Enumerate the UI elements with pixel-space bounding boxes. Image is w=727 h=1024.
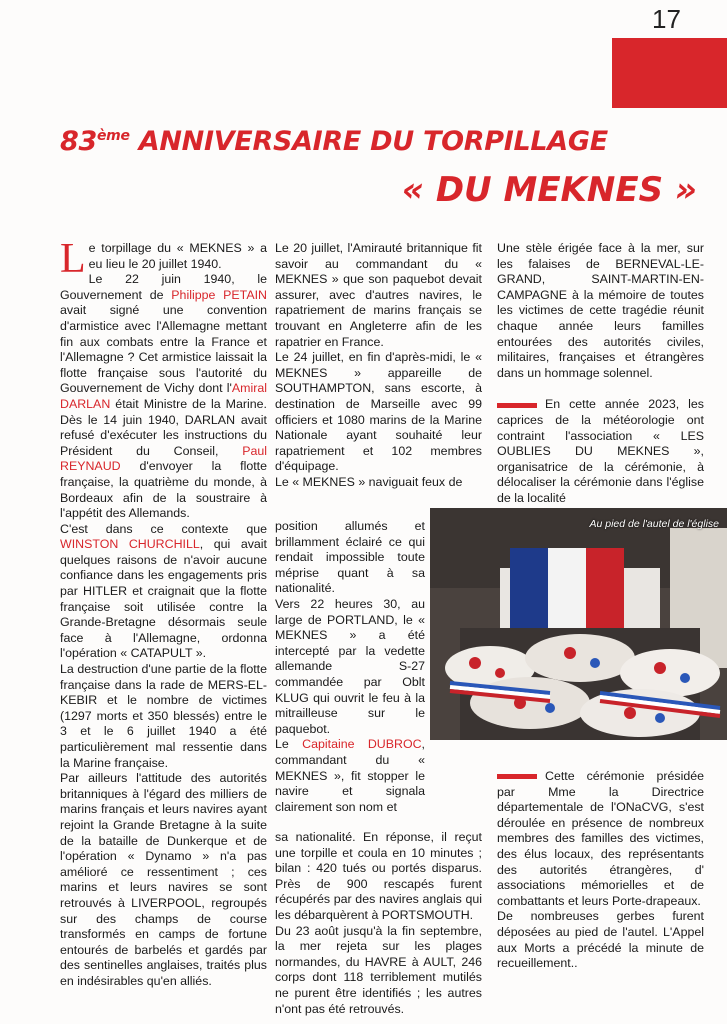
paragraph (497, 397, 704, 506)
text: e torpillage du « MEKNES » a eu lieu le 20 juillet 1940. (88, 241, 267, 271)
paragraph (275, 737, 425, 815)
section-dash (497, 774, 537, 779)
paragraph: Du 23 août jusqu'à la fin septembre, la mer rejeta sur les plages normandes, du HAVRE à AULT, 246 corps dont 118 terriblement mutilés ne purent être identifiés ; les autres n'ont pas été retrouvés. (275, 923, 482, 1016)
paragraph: Le 20 juillet, l'Amirauté britannique fit savoir au commandant du « MEKNES » que son paquebot devait assurer, avec d'autres navires, le rapatriement de marins français se trouvant en Angleterre afin de les rapatrier en France. (275, 241, 482, 349)
ceremony-illustration (430, 508, 727, 740)
paragraph (60, 522, 267, 662)
text: avait signé une convention d'armistice avec l'Allemagne mettant fin aux combats entre la France et l'Allemagne ? Cet armistice laissait la flotte française sous l'autorité du Gouvernement de Vichy dont l' (60, 303, 267, 396)
paragraph (60, 236, 267, 282)
paragraph: sa nationalité. En réponse, il reçut une torpille et coula en 10 minutes ; bilan : 420 tués ou portés disparus. Près de 900 rescapés furent récupérés par des navires anglais qui les débarquèrent à PORTSMOUTH. (275, 830, 482, 922)
column-2-bottom (275, 830, 482, 1017)
paragraph: Par ailleurs l'attitude des autorités britanniques à l'égard des milliers de marins français et leurs navires ayant rejoint la Grande Bretagne à la suite de la bataille de Dunkerque et de l'opération « Dynamo » n'a pas amélioré ce ressentiment ; ces marins et leurs navires se sont retrouvés à LIVERPOOL, regroupés sur des champs de course transformés en camps de fortune entourés de barbelés et gardés par des sentinelles anglaises, traités plus en indésirables qu'en alliés. (60, 771, 267, 988)
page-number-bar (612, 38, 727, 108)
paragraph (497, 769, 704, 909)
paragraph: La destruction d'une partie de la flotte française dans la rade de MERS-EL-KEBIR et le nombre de victimes (1297 morts et 350 blessés) entre le 3 et le 6 juillet 1940 a été particulièrement mal ressentie dans la Marine française. (60, 662, 267, 770)
title-superscript: ème (96, 128, 130, 144)
paragraph (60, 272, 267, 522)
text: , qui avait quelques raisons de n'avoir aucune confiance dans les engagements pris par HITLER et craignait que la flotte française soit utilisée contre la Grande-Bretagne désormais seule face à l'Allemagne, ordonna l'opération « CATAPULT ». (60, 537, 267, 661)
text: Le 22 juin 1940, le Gouvernement de (60, 272, 267, 302)
text: C'est dans ce contexte que (60, 521, 267, 536)
text: Le (275, 737, 303, 752)
ceremony-photo (430, 508, 727, 740)
page-number: 17 (652, 4, 681, 34)
text: , commandant du « MEKNES », fit stopper le navire et signala clairement son nom et (275, 737, 425, 814)
text: était Ministre de la Marine. Dès le 14 juin 1940, DARLAN avait refusé d'exécuter les instructions du Président du Conseil, (60, 396, 267, 458)
title-number: 83 (60, 126, 97, 157)
photo-caption: Au pied de l'autel de l'église (589, 518, 719, 530)
person-name: WINSTON CHURCHILL (60, 537, 200, 552)
person-name: Paul REYNAUD (60, 443, 267, 474)
paragraph: Vers 22 heures 30, au large de PORTLAND, le « MEKNES » a été intercepté par la vedette allemande S-27 commandée par Oblt KLUG qui ouvrit le feu à la mitrailleuse sur le paquebot. (275, 596, 425, 736)
section-dash (497, 403, 537, 408)
paragraph: De nombreuses gerbes furent déposées au pied de l'autel. L'Appel aux Morts a précédé la minute de recueillement.. (497, 909, 704, 971)
column-3-bottom (497, 769, 704, 972)
text: d'envoyer la flotte française, la quatrième du monde, à Bordeaux afin de la soustraire à l'appétit des Allemands. (60, 459, 267, 521)
column-2-narrow (275, 519, 425, 815)
paragraph: position allumés et brillamment éclairé ce qui rendait impossible toute méprise quant à sa nationalité. (275, 519, 425, 596)
person-name: Philippe PETAIN (171, 287, 267, 302)
column-2 (275, 241, 482, 491)
text: Cette cérémonie présidée par Mme la Directrice départementale de l'ONaCVG, s'est déroulée en présence de nombreux membres des familles des victimes, des élus locaux, des représentants des autorités étrangères, d' associations mémorielles et de combattants et leurs Porte-drapeaux. (497, 769, 704, 908)
title-line-1 (60, 126, 608, 157)
column-1 (60, 236, 267, 990)
column-3 (497, 241, 704, 507)
text: En cette année 2023, les caprices de la météorologie ont contraint l'association « LES OUBLIES DU MEKNES », organisatrice de la cérémonie, à délocaliser la cérémonie dans l'église de la localité (497, 397, 704, 505)
paragraph: Une stèle érigée face à la mer, sur les falaises de BERNEVAL-LE-GRAND, SAINT-MARTIN-EN-CAMPAGNE à la mémoire de toutes les victimes de cette tragédie réunit chaque année leurs familles entourées des autorités civiles, militaires, françaises et étrangères dans un hommage solennel. (497, 241, 704, 380)
paragraph: Le 24 juillet, en fin d'après-midi, le « MEKNES » appareille de SOUTHAMPTON, sans escorte, à destination de Marseille avec 99 officiers et 1080 marins de la Marine Nationale ayant souhaité leur rapatriement et 102 membres d'équipage. (275, 350, 482, 474)
title-text: ANNIVERSAIRE DU TORPILLAGE (129, 126, 608, 157)
person-name: Capitaine DUBROC (302, 737, 422, 752)
drop-cap: L (60, 236, 86, 282)
person-name: Amiral DARLAN (60, 381, 267, 411)
title-line-2: « DU MEKNES » (401, 170, 697, 210)
paragraph: Le « MEKNES » naviguait feux de (275, 474, 463, 489)
